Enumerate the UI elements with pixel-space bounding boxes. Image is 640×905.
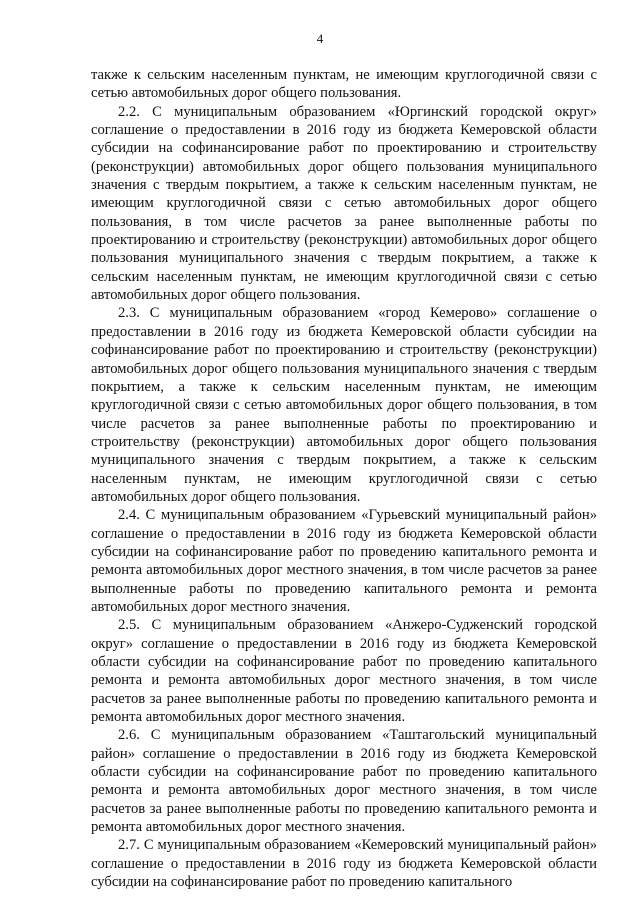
paragraph-2-4: 2.4. С муниципальным образованием «Гурьевский муниципальный район» соглашение о предоставлении в 2016 году из бюджета Кемеровской области субсидии на софинансирование работ по проведению капитального ремонта и ремонта автомобильных дорог местного значения, в том числе расчетов за ранее выполненные работы по проведению капитального ремонта и ремонта автомобильных дорог местного значения.	[91, 507, 597, 615]
paragraph-2-3: 2.3. С муниципальным образованием «город Кемерово» соглашение о предоставлении в 2016 году из бюджета Кемеровской области субсидии на софинансирование работ по проектированию и строительству (реконструкции) автомобильных дорог общего пользования муниципального значения с твердым покрытием, а также к сельским населенным пунктам, не имеющим круглогодичной связи с сетью автомобильных дорог общего пользования, в том числе расчетов за ранее выполненные работы по проектированию и строительству (реконструкции) автомобильных дорог общего пользования муниципального значения с твердым покрытием, а также к сельским населенным пунктам, не имеющим круглогодичной связи с сетью автомобильных дорог общего пользования.	[91, 305, 597, 505]
paragraph-2-5: 2.5. С муниципальным образованием «Анжеро-Судженский городской округ» соглашение о предоставлении в 2016 году из бюджета Кемеровской области субсидии на софинансирование работ по проведению капитального ремонта и ремонта автомобильных дорог местного значения, в том числе расчетов за ранее выполненные работы по проведению капитального ремонта и ремонта автомобильных дорог местного значения.	[91, 617, 597, 726]
paragraph-continuation: также к сельским населенным пунктам, не имеющим круглогодичной связи с сетью автомобильных дорог общего пользования.	[91, 67, 597, 102]
paragraph-2-6: 2.6. С муниципальным образованием «Таштагольский муниципальный район» соглашение о предоставлении в 2016 году из бюджета Кемеровской области субсидии на софинансирование работ по проведению капитального ремонта и ремонта автомобильных дорог местного значения, в том числе расчетов за ранее выполненные работы по проведению капитального ремонта и ремонта автомобильных дорог местного значения.	[91, 727, 597, 836]
page-number: 4	[316, 31, 324, 46]
document-body	[91, 66, 597, 891]
paragraph-2-2: 2.2. С муниципальным образованием «Юргинский городской округ» соглашение о предоставлении в 2016 году из бюджета Кемеровской области субсидии на софинансирование работ по проектированию и строительству (реконструкции) автомобильных дорог общего пользования муниципального значения с твердым покрытием, а также к сельским населенным пунктам, не имеющим круглогодичной связи с сетью автомобильных дорог общего пользования, в том числе расчетов за ранее выполненные работы по проектированию и строительству (реконструкции) автомобильных дорог общего пользования муниципального значения с твердым покрытием, а также к сельским населенным пунктам, не имеющим круглогодичной связи с сетью автомобильных дорог общего пользования.	[91, 103, 597, 304]
paragraph-2-7: 2.7. С муниципальным образованием «Кемеровский муниципальный район» соглашение о предоставлении в 2016 году из бюджета Кемеровской области субсидии на софинансирование работ по проведению капитального	[91, 837, 597, 891]
